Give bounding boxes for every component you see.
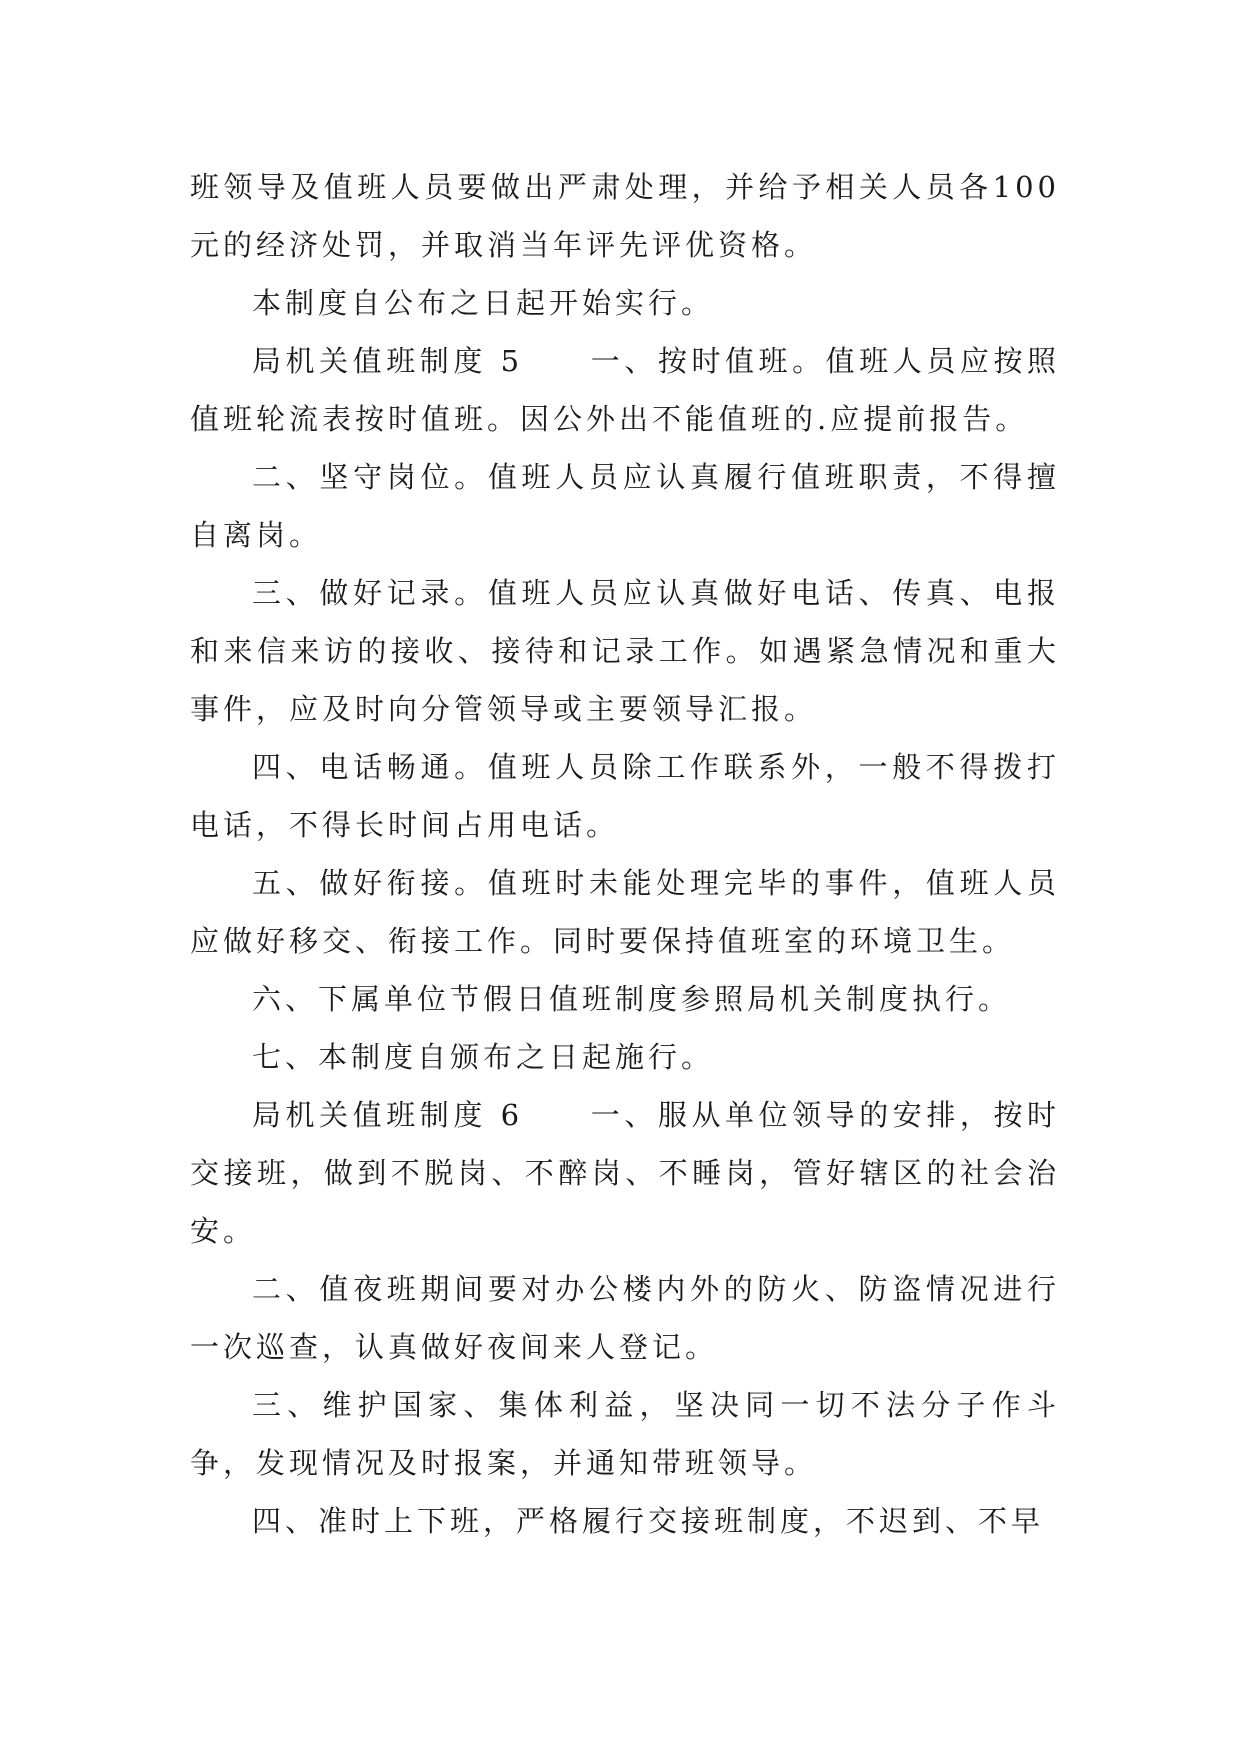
paragraph-regulation-6-item-2: 二、值夜班期间要对办公楼内外的防火、防盗情况进行一次巡查，认真做好夜间来人登记。 — [190, 1272, 1060, 1364]
paragraph-regulation-5-item-6: 六、下属单位节假日值班制度参照局机关制度执行。 — [252, 982, 1012, 1016]
document-body — [190, 158, 1060, 1550]
paragraph-regulation-6-item-4: 四、准时上下班，严格履行交接班制度，不迟到、不早 — [252, 1504, 1045, 1538]
paragraph-regulation-5-item-4: 四、电话畅通。值班人员除工作联系外，一般不得拨打电话，不得长时间占用电话。 — [190, 750, 1060, 842]
paragraph-regulation-5-item-7: 七、本制度自颁布之日起施行。 — [252, 1040, 715, 1074]
paragraph-continuation: 班领导及值班人员要做出严肃处理，并给予相关人员各100元的经济处罚，并取消当年评先评优资格。 — [190, 170, 1060, 262]
paragraph-regulation-5-item-2: 二、坚守岗位。值班人员应认真履行值班职责，不得擅自离岗。 — [190, 460, 1060, 552]
paragraph-regulation-5-item-1: 局机关值班制度 5 一、按时值班。值班人员应按照值班轮流表按时值班。因公外出不能值班的.应提前报告。 — [190, 344, 1060, 436]
paragraph-regulation-5-item-3: 三、做好记录。值班人员应认真做好电话、传真、电报和来信来访的接收、接待和记录工作。如遇紧急情况和重大事件，应及时向分管领导或主要领导汇报。 — [190, 576, 1060, 726]
paragraph-regulation-6-item-3: 三、维护国家、集体利益，坚决同一切不法分子作斗争，发现情况及时报案，并通知带班领导。 — [190, 1388, 1060, 1480]
paragraph-regulation-6-item-1: 局机关值班制度 6 一、服从单位领导的安排，按时交接班，做到不脱岗、不醉岗、不睡岗，管好辖区的社会治安。 — [190, 1098, 1060, 1248]
paragraph-effective-date: 本制度自公布之日起开始实行。 — [252, 286, 715, 320]
paragraph-regulation-5-item-5: 五、做好衔接。值班时未能处理完毕的事件，值班人员应做好移交、衔接工作。同时要保持值班室的环境卫生。 — [190, 866, 1060, 958]
